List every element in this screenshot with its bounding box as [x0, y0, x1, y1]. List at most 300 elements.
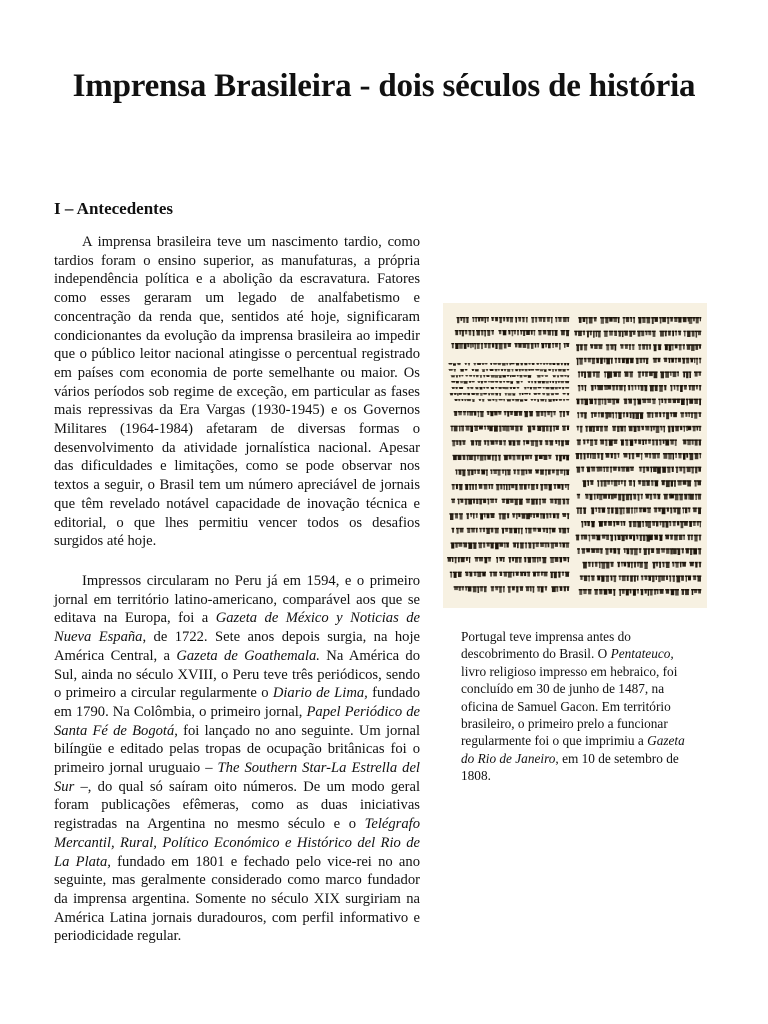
hebrew-glyph-bar	[644, 575, 648, 577]
hebrew-glyph-bar	[452, 440, 456, 441]
hebrew-glyph-bar	[487, 455, 491, 456]
hebrew-glyph-bar	[525, 469, 528, 470]
hebrew-glyph-bar	[682, 344, 685, 346]
hebrew-glyph-bar	[625, 494, 629, 496]
hebrew-glyph-bar	[466, 513, 469, 514]
hebrew-glyph-bar	[618, 358, 621, 360]
hebrew-glyph-bar	[514, 557, 518, 558]
hebrew-glyph-bar	[524, 399, 528, 400]
hebrew-glyph-bar	[554, 557, 558, 558]
hebrew-glyph-bar	[531, 317, 534, 318]
hebrew-glyph-mark	[559, 400, 562, 401]
hebrew-glyph-bar	[626, 412, 629, 414]
hebrew-glyph-bar	[681, 575, 685, 577]
hebrew-glyph-mark	[508, 470, 511, 475]
hebrew-glyph-bar	[606, 467, 609, 469]
hebrew-glyph-bar	[630, 467, 634, 469]
hebrew-glyph-bar	[583, 453, 586, 455]
hebrew-glyph-mark	[451, 376, 454, 378]
hebrew-glyph-bar	[529, 387, 532, 388]
hebrew-glyph-mark	[578, 386, 580, 392]
hebrew-glyph-bar	[559, 411, 562, 412]
hebrew-glyph-bar	[542, 557, 547, 558]
hebrew-glyph-mark	[469, 331, 471, 336]
hebrew-glyph-bar	[548, 369, 551, 370]
hebrew-glyph-bar	[537, 387, 541, 388]
hebrew-glyph-bar	[606, 535, 610, 537]
hebrew-glyph-mark	[460, 514, 463, 520]
hebrew-glyph-bar	[525, 455, 530, 456]
hebrew-glyph-bar	[689, 562, 694, 564]
caption-text-2: livro religioso impresso em hebraico, foi concluído em 30 de junho de 1487, na oficina de Samuel Gacon. Em território brasileiro, o primeiro prelo a funcionar regularmente foi o que imprimiu a	[461, 663, 678, 749]
hebrew-glyph-bar	[465, 426, 470, 427]
hebrew-glyph-mark	[465, 400, 467, 401]
hebrew-glyph-bar	[473, 375, 475, 376]
hebrew-glyph-bar	[698, 412, 701, 414]
hebrew-glyph-bar	[600, 426, 604, 428]
hebrew-glyph-bar	[458, 542, 463, 543]
hebrew-glyph-bar	[502, 499, 506, 500]
hebrew-glyph-bar	[526, 499, 530, 500]
hebrew-glyph-mark	[512, 331, 514, 337]
hebrew-glyph-bar	[674, 480, 677, 482]
hebrew-glyph-bar	[618, 331, 621, 333]
hebrew-glyph-mark	[515, 370, 517, 372]
hebrew-glyph-bar	[638, 344, 641, 346]
hebrew-glyph-bar	[601, 399, 603, 401]
hebrew-glyph-bar	[536, 411, 540, 412]
hebrew-glyph-bar	[537, 393, 541, 394]
hebrew-glyph-mark	[530, 388, 532, 390]
hebrew-glyph-bar	[631, 562, 633, 564]
hebrew-glyph-bar	[540, 411, 543, 412]
hebrew-glyph-mark	[543, 514, 546, 519]
hebrew-glyph-mark	[567, 363, 569, 365]
hebrew-glyph-bar	[478, 426, 483, 427]
hebrew-glyph-bar	[670, 317, 673, 319]
hebrew-glyph-mark	[485, 558, 488, 564]
hebrew-glyph-bar	[591, 535, 595, 537]
hebrew-glyph-bar	[490, 440, 495, 441]
hebrew-glyph-bar	[592, 562, 594, 564]
hebrew-glyph-mark	[478, 412, 479, 417]
hebrew-glyph-bar	[465, 484, 469, 485]
hebrew-glyph-mark	[528, 382, 530, 383]
hebrew-glyph-bar	[532, 426, 536, 427]
hebrew-glyph-bar	[637, 494, 640, 496]
body-column-top	[54, 233, 420, 551]
hebrew-glyph-bar	[483, 513, 485, 514]
hebrew-glyph-bar	[485, 363, 488, 364]
hebrew-glyph-bar	[591, 467, 596, 469]
hebrew-glyph-mark	[549, 485, 552, 491]
hebrew-glyph-bar	[672, 344, 674, 346]
hebrew-glyph-bar	[652, 562, 655, 564]
hebrew-glyph-bar	[536, 572, 540, 573]
hebrew-glyph-bar	[615, 385, 618, 387]
hebrew-glyph-bar	[651, 317, 654, 319]
hebrew-glyph-bar	[457, 455, 462, 456]
hebrew-glyph-bar	[605, 317, 609, 319]
p2-italic-gazeta-mexico: Gazeta de México y Noticias de Nueva España	[54, 610, 420, 646]
hebrew-glyph-bar	[481, 469, 486, 470]
hebrew-glyph-bar	[534, 381, 537, 382]
hebrew-glyph-bar	[645, 371, 648, 373]
hebrew-glyph-bar	[584, 412, 587, 414]
hebrew-glyph-bar	[642, 344, 646, 346]
hebrew-glyph-bar	[632, 589, 636, 591]
hebrew-glyph-mark	[618, 413, 621, 419]
hebrew-glyph-bar	[454, 411, 458, 412]
hebrew-glyph-mark	[541, 399, 545, 401]
hebrew-glyph-mark	[529, 363, 531, 364]
hebrew-glyph-mark	[496, 400, 498, 402]
hebrew-glyph-bar	[495, 542, 499, 543]
hebrew-glyph-mark	[645, 386, 648, 391]
hebrew-glyph-bar	[609, 317, 613, 319]
hebrew-glyph-bar	[460, 369, 464, 370]
p2-text-7: fundado em 1801 e fechado pelo vice-rei no ano seguinte, mas geralmente considerado como marco fundador da imprensa argentina. Somente no século XIX surgiriam na América Latina jornais duradouros, com perfil informativo e periodicidade regular.	[54, 853, 421, 945]
hebrew-glyph-bar	[508, 586, 511, 587]
hebrew-glyph-bar	[698, 439, 701, 441]
hebrew-glyph-mark	[507, 370, 510, 372]
hebrew-glyph-mark	[633, 535, 635, 541]
hebrew-glyph-bar	[543, 330, 547, 331]
hebrew-glyph-bar	[675, 562, 679, 564]
hebrew-glyph-bar	[576, 467, 580, 469]
hebrew-glyph-bar	[624, 371, 629, 373]
hebrew-glyph-bar	[459, 375, 461, 376]
hebrew-glyph-bar	[664, 385, 667, 387]
hebrew-glyph-bar	[484, 426, 487, 427]
hebrew-glyph-bar	[679, 494, 683, 496]
hebrew-glyph-bar	[550, 557, 554, 558]
hebrew-glyph-bar	[541, 375, 544, 376]
hebrew-glyph-bar	[506, 542, 509, 543]
hebrew-glyph-bar	[618, 467, 621, 469]
hebrew-glyph-bar	[594, 385, 596, 387]
hebrew-glyph-mark	[484, 381, 487, 383]
hebrew-glyph-bar	[598, 344, 603, 346]
hebrew-glyph-bar	[527, 557, 531, 558]
hebrew-glyph-bar	[645, 521, 648, 523]
hebrew-glyph-bar	[653, 467, 657, 469]
hebrew-glyph-bar	[495, 393, 498, 394]
hebrew-glyph-bar	[678, 331, 681, 333]
hebrew-glyph-bar	[556, 469, 560, 470]
hebrew-glyph-bar	[625, 317, 629, 319]
hebrew-glyph-bar	[580, 426, 583, 428]
hebrew-glyph-bar	[475, 375, 478, 376]
hebrew-glyph-mark	[455, 344, 458, 350]
hebrew-glyph-bar	[537, 586, 540, 587]
hebrew-glyph-bar	[634, 562, 637, 564]
hebrew-glyph-bar	[553, 572, 557, 573]
hebrew-glyph-bar	[633, 426, 637, 428]
hebrew-glyph-bar	[665, 521, 669, 523]
hebrew-glyph-bar	[617, 426, 620, 428]
hebrew-glyph-bar	[595, 562, 598, 564]
hebrew-glyph-bar	[477, 586, 480, 587]
hebrew-glyph-bar	[606, 562, 610, 564]
hebrew-glyph-bar	[454, 557, 457, 558]
hebrew-glyph-bar	[613, 371, 617, 373]
hebrew-glyph-bar	[564, 343, 566, 344]
hebrew-glyph-mark	[686, 576, 687, 582]
hebrew-glyph-bar	[698, 535, 701, 537]
hebrew-glyph-mark	[449, 370, 453, 371]
hebrew-glyph-bar	[486, 375, 490, 376]
hebrew-glyph-bar	[480, 513, 484, 514]
hebrew-glyph-bar	[499, 426, 502, 427]
hebrew-glyph-bar	[518, 317, 521, 318]
hebrew-glyph-bar	[548, 484, 552, 485]
hebrew-glyph-bar	[536, 513, 540, 514]
hebrew-glyph-bar	[582, 317, 585, 319]
hebrew-glyph-bar	[617, 535, 621, 537]
hebrew-glyph-mark	[506, 485, 507, 491]
hebrew-glyph-bar	[513, 542, 517, 543]
hebrew-glyph-bar	[491, 455, 494, 456]
hebrew-glyph-bar	[654, 589, 657, 591]
hebrew-glyph-bar	[683, 467, 686, 469]
hebrew-glyph-bar	[541, 572, 544, 573]
hebrew-glyph-bar	[472, 513, 474, 514]
hebrew-glyph-bar	[470, 426, 474, 427]
hebrew-glyph-bar	[600, 453, 603, 455]
hebrew-glyph-bar	[698, 467, 702, 469]
hebrew-glyph-bar	[619, 385, 623, 387]
hebrew-glyph-bar	[471, 528, 475, 529]
hebrew-glyph-bar	[676, 385, 679, 387]
hebrew-glyph-mark	[678, 318, 681, 323]
hebrew-glyph-bar	[668, 453, 672, 455]
hebrew-glyph-bar	[466, 317, 469, 318]
hebrew-glyph-bar	[652, 399, 656, 401]
hebrew-glyph-bar	[538, 317, 542, 318]
p2-italic-southern-star: The Southern Star-La Estrella del Sur	[54, 760, 420, 795]
hebrew-glyph-bar	[540, 542, 544, 543]
hebrew-glyph-bar	[583, 507, 586, 509]
hebrew-glyph-bar	[563, 557, 567, 558]
hebrew-glyph-mark	[694, 535, 697, 541]
hebrew-glyph-bar	[453, 455, 458, 456]
hebrew-glyph-bar	[612, 399, 616, 401]
hebrew-glyph-bar	[689, 548, 692, 550]
hebrew-glyph-bar	[607, 399, 612, 401]
hebrew-glyph-bar	[642, 521, 644, 523]
hebrew-glyph-bar	[525, 542, 528, 543]
hebrew-glyph-bar	[547, 317, 551, 318]
hebrew-glyph-bar	[645, 494, 649, 496]
hebrew-glyph-bar	[463, 317, 466, 318]
hebrew-glyph-bar	[654, 507, 658, 509]
hebrew-glyph-bar	[472, 330, 475, 331]
hebrew-glyph-bar	[498, 411, 502, 412]
hebrew-glyph-bar	[652, 521, 656, 523]
hebrew-glyph-bar	[479, 455, 484, 456]
hebrew-glyph-bar	[563, 586, 566, 587]
hebrew-glyph-bar	[656, 562, 659, 564]
hebrew-glyph-bar	[467, 586, 471, 587]
hebrew-glyph-bar	[657, 467, 662, 469]
hebrew-glyph-mark	[598, 481, 599, 487]
hebrew-glyph-bar	[668, 399, 672, 401]
hebrew-glyph-bar	[657, 453, 661, 455]
hebrew-glyph-bar	[644, 385, 648, 387]
hebrew-glyph-bar	[623, 385, 626, 387]
hebrew-glyph-mark	[563, 399, 564, 401]
hebrew-glyph-mark	[558, 369, 561, 371]
hebrew-glyph-bar	[528, 369, 531, 370]
hebrew-glyph-mark	[556, 399, 558, 401]
hebrew-glyph-bar	[677, 548, 681, 550]
hebrew-glyph-mark	[457, 394, 458, 396]
hebrew-glyph-bar	[650, 467, 652, 469]
hebrew-glyph-mark	[495, 543, 499, 549]
hebrew-glyph-bar	[585, 426, 588, 428]
hebrew-glyph-mark	[495, 344, 497, 349]
hebrew-glyph-mark	[532, 364, 535, 365]
hebrew-glyph-bar	[673, 548, 677, 550]
hebrew-glyph-bar	[584, 385, 586, 387]
hebrew-glyph-bar	[566, 499, 569, 500]
hebrew-glyph-bar	[668, 426, 671, 428]
hebrew-glyph-mark	[464, 344, 467, 349]
hebrew-glyph-bar	[490, 375, 494, 376]
hebrew-glyph-bar	[679, 562, 681, 564]
hebrew-glyph-mark	[548, 331, 551, 336]
hebrew-glyph-bar	[647, 399, 652, 401]
hebrew-glyph-mark	[640, 563, 643, 568]
hebrew-glyph-bar	[487, 399, 491, 400]
hebrew-glyph-bar	[630, 358, 634, 360]
hebrew-glyph-bar	[559, 399, 563, 400]
hebrew-glyph-bar	[624, 344, 628, 346]
hebrew-glyph-bar	[480, 375, 483, 376]
hebrew-glyph-bar	[493, 363, 497, 364]
hebrew-glyph-bar	[617, 371, 621, 373]
hebrew-glyph-bar	[496, 557, 498, 558]
hebrew-glyph-bar	[471, 393, 475, 394]
hebrew-glyph-bar	[697, 480, 701, 482]
hebrew-glyph-bar	[649, 385, 654, 387]
hebrew-glyph-bar	[671, 467, 674, 469]
hebrew-glyph-bar	[523, 330, 526, 331]
hebrew-glyph-bar	[673, 507, 676, 509]
hebrew-glyph-bar	[596, 535, 601, 537]
hebrew-glyph-bar	[465, 572, 469, 573]
hebrew-glyph-bar	[565, 387, 570, 388]
hebrew-glyph-bar	[458, 411, 462, 412]
hebrew-glyph-bar	[586, 453, 589, 455]
hebrew-glyph-bar	[544, 411, 547, 412]
hebrew-glyph-bar	[499, 440, 503, 441]
hebrew-glyph-bar	[461, 586, 464, 587]
hebrew-glyph-bar	[567, 393, 570, 394]
hebrew-glyph-bar	[458, 557, 460, 558]
hebrew-glyph-bar	[483, 542, 486, 543]
hebrew-glyph-bar	[512, 387, 515, 388]
hebrew-glyph-bar	[545, 586, 548, 587]
hebrew-glyph-bar	[603, 467, 605, 469]
hebrew-glyph-bar	[648, 575, 651, 577]
caption-text-1: Portugal teve imprensa antes do descobrimento do Brasil. O	[461, 629, 631, 662]
hebrew-glyph-bar	[514, 411, 519, 412]
hebrew-glyph-mark	[557, 376, 559, 378]
hebrew-glyph-bar	[663, 426, 665, 428]
hebrew-glyph-mark	[510, 364, 511, 366]
hebrew-glyph-bar	[567, 528, 569, 529]
hebrew-glyph-bar	[490, 363, 492, 364]
hebrew-glyph-mark	[634, 481, 635, 487]
hebrew-glyph-bar	[621, 575, 626, 577]
hebrew-glyph-bar	[460, 381, 463, 382]
hebrew-glyph-bar	[587, 358, 591, 360]
hebrew-glyph-bar	[667, 467, 671, 469]
hebrew-glyph-bar	[658, 399, 660, 401]
hebrew-glyph-mark	[462, 331, 464, 337]
hebrew-glyph-bar	[652, 453, 657, 455]
hebrew-glyph-mark	[531, 382, 532, 384]
hebrew-glyph-bar	[479, 399, 482, 400]
hebrew-glyph-bar	[477, 381, 480, 382]
hebrew-glyph-bar	[517, 542, 519, 543]
hebrew-glyph-bar	[523, 440, 525, 441]
hebrew-glyph-bar	[476, 499, 479, 500]
hebrew-glyph-bar	[499, 381, 502, 382]
hebrew-glyph-bar	[495, 317, 499, 318]
hebrew-glyph-bar	[596, 371, 600, 373]
hebrew-glyph-bar	[689, 453, 694, 455]
hebrew-glyph-bar	[608, 521, 613, 523]
hebrew-glyph-bar	[550, 411, 553, 412]
hebrew-glyph-bar	[558, 572, 561, 573]
hebrew-glyph-mark	[671, 481, 673, 487]
hebrew-glyph-bar	[687, 480, 692, 482]
hebrew-glyph-bar	[512, 557, 515, 558]
hebrew-glyph-bar	[678, 317, 682, 319]
hebrew-glyph-bar	[649, 453, 652, 455]
hebrew-glyph-mark	[641, 454, 642, 460]
caption-text	[461, 628, 701, 785]
hebrew-glyph-bar	[542, 393, 545, 394]
hebrew-glyph-bar	[632, 521, 636, 523]
hebrew-glyph-bar	[644, 589, 647, 591]
hebrew-glyph-mark	[472, 400, 474, 402]
hebrew-glyph-bar	[452, 363, 456, 364]
hebrew-glyph-bar	[699, 358, 702, 360]
hebrew-glyph-bar	[512, 393, 516, 394]
hebrew-glyph-mark	[636, 359, 638, 365]
hebrew-glyph-bar	[524, 557, 527, 558]
hebrew-glyph-mark	[647, 535, 650, 541]
hebrew-glyph-mark	[687, 481, 691, 487]
hebrew-glyph-bar	[589, 399, 593, 401]
hebrew-glyph-bar	[464, 499, 467, 500]
hebrew-glyph-mark	[561, 381, 564, 383]
hebrew-glyph-bar	[555, 455, 558, 456]
hebrew-glyph-bar	[604, 385, 608, 387]
hebrew-glyph-bar	[567, 375, 570, 376]
hebrew-glyph-mark	[503, 376, 506, 378]
hebrew-glyph-mark	[654, 372, 658, 378]
hebrew-glyph-bar	[600, 439, 605, 441]
hebrew-glyph-bar	[664, 331, 667, 333]
hebrew-glyph-bar	[525, 528, 527, 529]
hebrew-glyph-mark	[519, 369, 521, 371]
hebrew-glyph-bar	[521, 469, 525, 470]
